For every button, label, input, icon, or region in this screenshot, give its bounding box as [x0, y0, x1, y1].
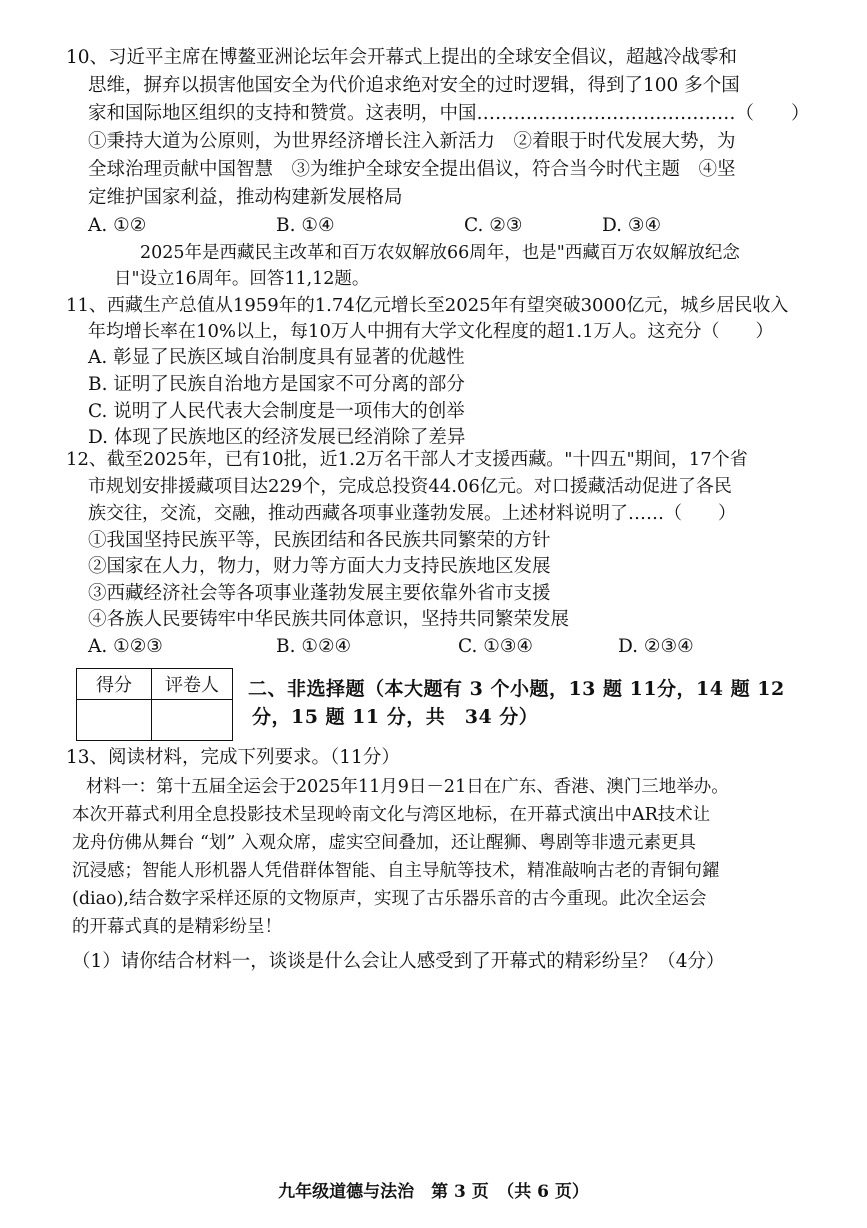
q13-material-line-2: 本次开幕式利用全息投影技术呈现岭南文化与湾区地标，在开幕式演出中AR技术让	[72, 805, 711, 825]
q11-option-a: A. 彰显了民族区域自治制度具有显著的优越性	[88, 347, 465, 368]
q10-options	[88, 212, 788, 239]
q13-subquestion-1: （1）请你结合材料一，谈谈是什么会让人感受到了开幕式的精彩纷呈？（4分）	[72, 951, 725, 972]
score-box	[76, 668, 233, 741]
q11-line-1: 11、西藏生产总值从1959年的1.74亿元增长至2025年有望突破3000亿元，城乡居民收入	[66, 295, 789, 316]
intro-line-1: 2025年是西藏民主改革和百万农奴解放66周年，也是"西藏百万农奴解放纪念	[140, 243, 740, 263]
q10-line-3: 家和国际地区组织的支持和赞赏。这表明，中国……………………………………（ ）	[88, 103, 810, 124]
q12-statement-3: ③西藏经济社会等各项事业蓬勃发展主要依靠外省市支援	[88, 583, 551, 604]
q12-options	[88, 633, 788, 660]
grader-cell[interactable]	[152, 700, 233, 741]
section-2-line-1: 二、非选择题（本大题有 3 个小题，13 题 11分，14 题 12	[248, 678, 785, 700]
q13-material-line-4: 沉浸感；智能人形机器人凭借群体智能、自主导航等技术，精准敲响古老的青铜句鑃	[72, 861, 720, 881]
score-label: 得分	[77, 669, 152, 700]
q13-material-line-6: 的开幕式真的是精彩纷呈！	[72, 917, 282, 937]
q12-line-3: 族交往，交流，交融，推动西藏各项事业蓬勃发展。上述材料说明了……（ ）	[88, 503, 736, 524]
q10-option-d: D. ③④	[602, 215, 662, 236]
q10-line-1: 10、习近平主席在博鳌亚洲论坛年会开幕式上提出的全球安全倡议，超越冷战零和	[66, 47, 738, 68]
page-footer: 九年级道德与法治 第 3 页 （共 6 页）	[278, 1182, 589, 1202]
q10-option-a: A. ①②	[88, 215, 147, 236]
q11-line-2: 年均增长率在10%以上，每10万人中拥有大学文化程度的超1.1万人。这充分（ ）	[88, 321, 774, 342]
q13-material-line-1: 材料一：第十五届全运会于2025年11月9日－21日在广东、香港、澳门三地举办。	[86, 777, 729, 797]
score-cell[interactable]	[77, 700, 152, 741]
q11-option-d: D. 体现了民族地区的经济发展已经消除了差异	[88, 427, 466, 448]
q12-option-c: C. ①③④	[458, 636, 534, 657]
q10-line-5: 全球治理贡献中国智慧 ③为维护全球安全提出倡议，符合当今时代主题 ④坚	[88, 159, 736, 180]
grader-label: 评卷人	[152, 669, 233, 700]
q10-option-b: B. ①④	[276, 215, 335, 236]
q12-option-a: A. ①②③	[88, 636, 163, 657]
q12-option-b: B. ①②④	[276, 636, 352, 657]
q12-line-1: 12、截至2025年，已有10批，近1.2万名干部人才支援西藏。"十四五"期间，17个省	[66, 449, 748, 470]
q12-statement-4: ④各族人民要铸牢中华民族共同体意识，坚持共同繁荣发展	[88, 609, 570, 630]
q10-line-4: ①秉持大道为公原则，为世界经济增长注入新活力 ②着眼于时代发展大势，为	[88, 131, 736, 152]
q10-option-c: C. ②③	[464, 215, 523, 236]
q13-material-line-3: 龙舟仿佛从舞台 “划” 入观众席，虚实空间叠加，还让醒狮、粤剧等非遗元素更具	[72, 833, 697, 853]
q12-option-d: D. ②③④	[618, 636, 694, 657]
q12-statement-1: ①我国坚持民族平等，民族团结和各民族共同繁荣的方针	[88, 530, 551, 551]
q12-statement-2: ②国家在人力，物力，财力等方面大力支持民族地区发展	[88, 556, 551, 577]
q10-line-2: 思维，摒弃以损害他国安全为代价追求绝对安全的过时逻辑，得到了100 多个国	[88, 75, 740, 96]
q13-material-line-5: (diao),结合数字采样还原的文物原声，实现了古乐器乐音的古今重现。此次全运会	[72, 889, 707, 909]
q13-title: 13、阅读材料，完成下列要求。（11分）	[66, 747, 400, 768]
q11-option-c: C. 说明了人民代表大会制度是一项伟大的创举	[88, 401, 465, 422]
q10-line-6: 定维护国家利益，推动构建新发展格局	[88, 187, 403, 208]
q11-option-b: B. 证明了民族自治地方是国家不可分离的部分	[88, 374, 465, 395]
section-2-line-2: 分，15 题 11 分，共 34 分）	[252, 706, 539, 728]
q12-line-2: 市规划安排援藏项目达229个，完成总投资44.06亿元。对口援藏活动促进了各民	[88, 476, 732, 497]
intro-line-2: 日"设立16周年。回答11,12题。	[114, 269, 370, 289]
